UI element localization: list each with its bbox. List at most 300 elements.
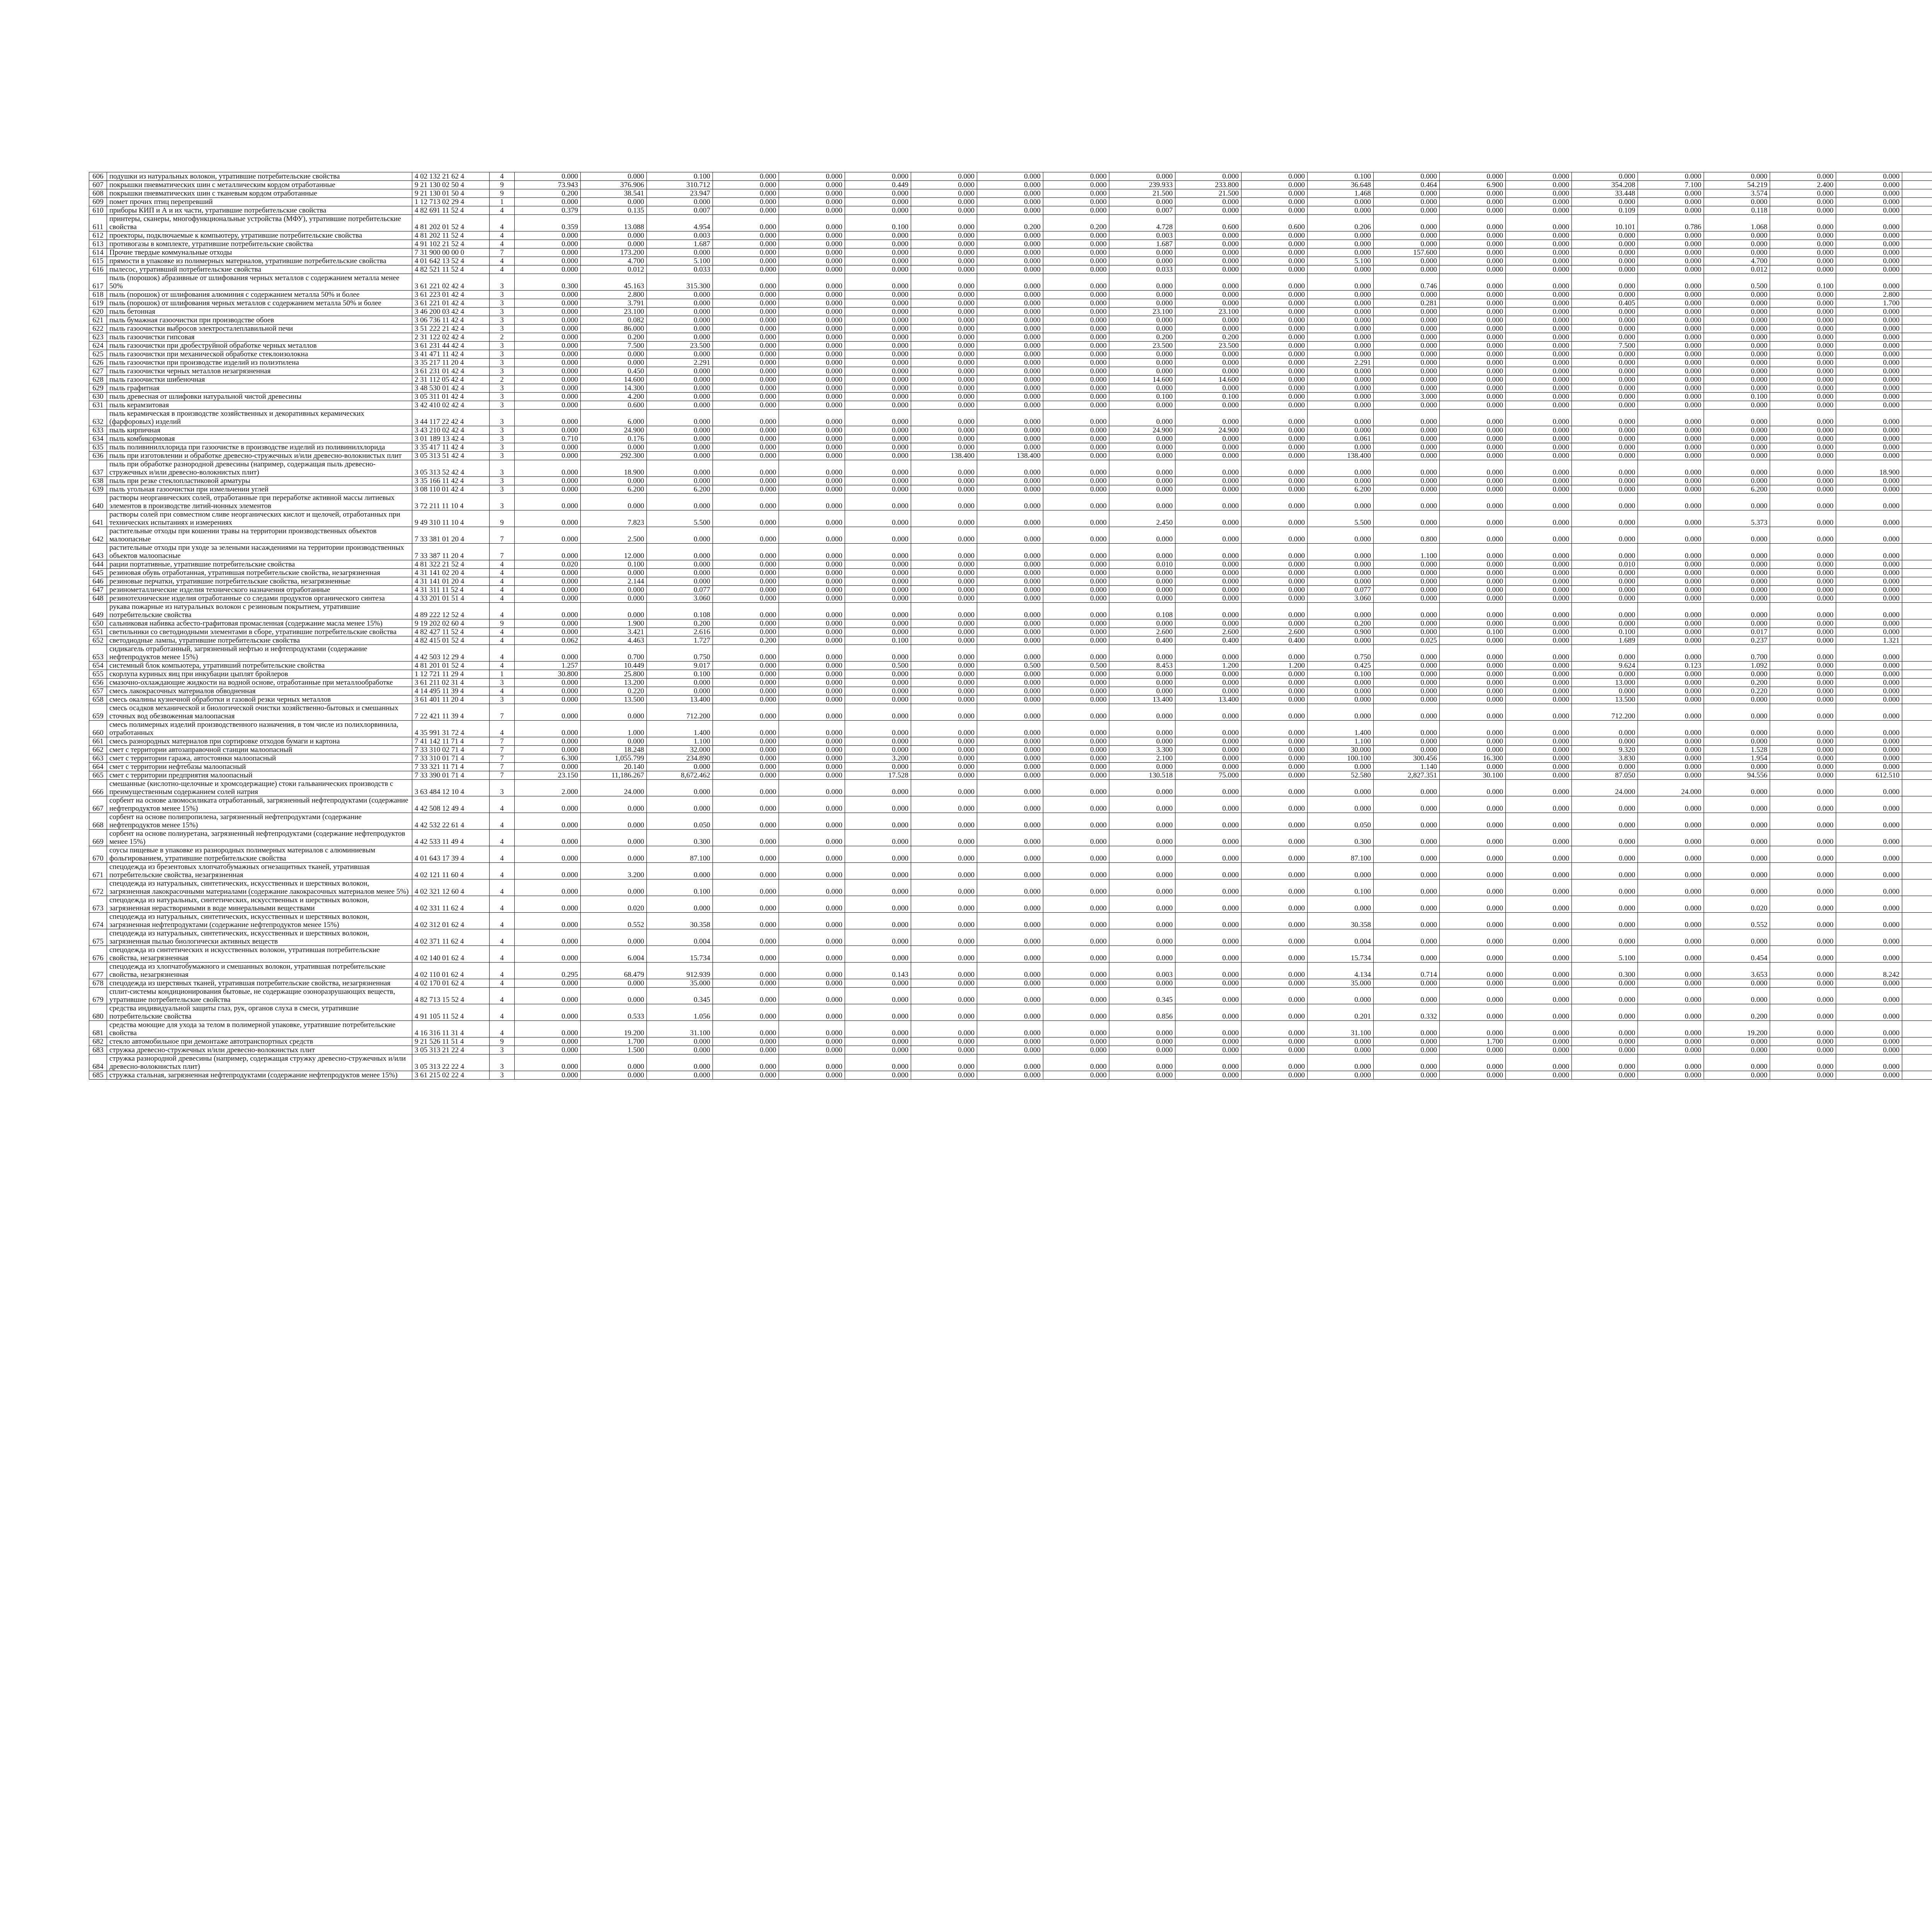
value-cell: 0.000 xyxy=(1572,830,1638,846)
value-cell xyxy=(1902,879,1932,896)
hazard-class: 1 xyxy=(490,198,515,206)
table-row xyxy=(89,636,1932,645)
value-cell: 0.000 xyxy=(713,1046,779,1054)
waste-name: растворы солей при совместном сливе неорганических кислот и щелочей, отработанных при технических испытаниях и измерениях xyxy=(107,510,412,527)
value-cell: 24.900 xyxy=(581,426,647,435)
value-cell: 0.000 xyxy=(1572,813,1638,830)
value-cell: 0.000 xyxy=(1175,401,1242,410)
value-cell: 0.000 xyxy=(1175,359,1242,367)
value-cell: 0.000 xyxy=(1308,560,1374,569)
value-cell: 0.000 xyxy=(1043,586,1109,594)
value-cell: 1.700 xyxy=(1836,299,1902,308)
value-cell: 5.500 xyxy=(647,510,713,527)
value-cell: 0.000 xyxy=(1836,662,1902,670)
value-cell: 0.000 xyxy=(647,796,713,813)
value-cell: 0.000 xyxy=(1770,569,1836,577)
value-cell: 0.000 xyxy=(1704,452,1770,460)
value-cell: 0.000 xyxy=(1506,771,1572,780)
value-cell: 0.100 xyxy=(1440,628,1506,636)
value-cell: 0.000 xyxy=(1440,393,1506,401)
value-cell: 0.000 xyxy=(1242,721,1308,737)
value-cell: 0.000 xyxy=(1572,645,1638,662)
waste-name: помет прочих птиц перепревший xyxy=(107,198,412,206)
row-number: 662 xyxy=(89,746,107,754)
value-cell: 0.000 xyxy=(1175,485,1242,494)
value-cell: 292.300 xyxy=(581,452,647,460)
value-cell: 0.000 xyxy=(1374,737,1440,746)
value-cell: 0.000 xyxy=(1506,846,1572,863)
value-cell: 0.000 xyxy=(1836,946,1902,963)
value-cell: 0.000 xyxy=(1440,979,1506,988)
value-cell: 0.000 xyxy=(1638,896,1704,913)
value-cell: 0.000 xyxy=(977,333,1043,342)
value-cell: 0.000 xyxy=(515,863,581,879)
value-cell: 0.000 xyxy=(911,569,977,577)
value-cell: 0.000 xyxy=(1242,963,1308,979)
value-cell: 0.000 xyxy=(713,248,779,257)
waste-name: пыль (порошок) от шлифования алюминия с содержанием металла 50% и более xyxy=(107,291,412,299)
value-cell: 0.000 xyxy=(1836,376,1902,384)
row-number: 629 xyxy=(89,384,107,393)
row-number: 614 xyxy=(89,248,107,257)
value-cell: 0.000 xyxy=(845,316,911,325)
row-number: 665 xyxy=(89,771,107,780)
table-row xyxy=(89,628,1932,636)
value-cell: 0.000 xyxy=(845,594,911,603)
value-cell: 0.000 xyxy=(1572,527,1638,544)
value-cell: 11,186.267 xyxy=(581,771,647,780)
value-cell: 0.000 xyxy=(1242,435,1308,443)
value-cell: 0.000 xyxy=(779,485,845,494)
value-cell: 6.200 xyxy=(1704,485,1770,494)
value-cell: 0.000 xyxy=(647,426,713,435)
hazard-class: 4 xyxy=(490,913,515,929)
value-cell: 0.000 xyxy=(977,1046,1043,1054)
table-row xyxy=(89,813,1932,830)
value-cell: 0.000 xyxy=(1638,879,1704,896)
value-cell: 0.000 xyxy=(1175,929,1242,946)
value-cell: 0.000 xyxy=(1704,359,1770,367)
value-cell xyxy=(1902,257,1932,265)
table-row xyxy=(89,830,1932,846)
value-cell: 0.000 xyxy=(1109,527,1175,544)
value-cell: 21.500 xyxy=(1109,189,1175,198)
value-cell: 0.000 xyxy=(1043,963,1109,979)
value-cell: 23.100 xyxy=(1175,308,1242,316)
value-cell: 0.000 xyxy=(647,1037,713,1046)
row-number: 637 xyxy=(89,460,107,477)
waste-name: спецодежда из хлопчатобумажного и смешанных волокон, утратившая потребительские свойства, незагрязненная xyxy=(107,963,412,979)
value-cell: 0.000 xyxy=(911,494,977,510)
waste-name: пыль бетонная xyxy=(107,308,412,316)
value-cell: 0.000 xyxy=(1109,979,1175,988)
value-cell: 0.000 xyxy=(1506,586,1572,594)
value-cell: 1.140 xyxy=(1374,763,1440,771)
fkko-code: 3 61 221 02 42 4 xyxy=(412,274,490,291)
value-cell: 0.000 xyxy=(1308,603,1374,619)
value-cell: 0.000 xyxy=(515,1004,581,1021)
hazard-class: 4 xyxy=(490,946,515,963)
value-cell: 0.000 xyxy=(1242,172,1308,181)
value-cell: 0.000 xyxy=(1704,299,1770,308)
hazard-class: 3 xyxy=(490,1046,515,1054)
value-cell: 0.000 xyxy=(647,494,713,510)
value-cell: 0.359 xyxy=(515,215,581,231)
hazard-class: 3 xyxy=(490,359,515,367)
value-cell: 0.000 xyxy=(1440,586,1506,594)
value-cell: 0.000 xyxy=(1506,477,1572,485)
value-cell: 0.000 xyxy=(713,274,779,291)
value-cell: 0.000 xyxy=(911,662,977,670)
value-cell: 0.000 xyxy=(1242,913,1308,929)
waste-name: спецодежда из синтетических и искусственных волокон, утратившая потребительские свойства, незагрязненная xyxy=(107,946,412,963)
value-cell: 0.000 xyxy=(1770,494,1836,510)
waste-name: спецодежда из шерстяных тканей, утратившая потребительские свойства, незагрязненная xyxy=(107,979,412,988)
value-cell: 0.000 xyxy=(515,452,581,460)
value-cell: 0.000 xyxy=(779,679,845,687)
value-cell: 0.000 xyxy=(1770,443,1836,452)
hazard-class: 4 xyxy=(490,846,515,863)
value-cell: 0.000 xyxy=(977,704,1043,721)
value-cell: 0.000 xyxy=(1308,527,1374,544)
value-cell: 0.000 xyxy=(845,172,911,181)
fkko-code: 9 21 130 02 50 4 xyxy=(412,181,490,189)
value-cell: 0.000 xyxy=(713,1021,779,1037)
table-row xyxy=(89,172,1932,181)
value-cell: 0.000 xyxy=(1109,863,1175,879)
value-cell: 0.000 xyxy=(713,863,779,879)
value-cell: 0.000 xyxy=(845,763,911,771)
fkko-code: 4 42 533 11 49 4 xyxy=(412,830,490,846)
value-cell: 0.000 xyxy=(1374,696,1440,704)
value-cell: 0.000 xyxy=(1770,206,1836,215)
waste-name: пыль газоочистки при дробеструйной обработке черных металлов xyxy=(107,342,412,350)
value-cell: 0.000 xyxy=(911,198,977,206)
value-cell: 0.000 xyxy=(845,393,911,401)
value-cell: 0.000 xyxy=(1506,863,1572,879)
value-cell xyxy=(1902,510,1932,527)
value-cell: 0.000 xyxy=(581,813,647,830)
waste-name: спецодежда из натуральных, синтетических, искусственных и шерстяных волокон, загрязненная пылью биологически активных веществ xyxy=(107,929,412,946)
value-cell: 0.000 xyxy=(1572,265,1638,274)
value-cell: 0.000 xyxy=(1043,679,1109,687)
value-cell: 0.000 xyxy=(845,670,911,679)
value-cell: 0.000 xyxy=(515,401,581,410)
value-cell: 1.000 xyxy=(581,721,647,737)
value-cell: 0.000 xyxy=(845,189,911,198)
value-cell: 1.200 xyxy=(1175,662,1242,670)
value-cell: 0.000 xyxy=(1043,721,1109,737)
value-cell: 0.000 xyxy=(1506,452,1572,460)
value-cell: 0.000 xyxy=(1836,206,1902,215)
value-cell: 0.000 xyxy=(1109,443,1175,452)
value-cell: 0.000 xyxy=(1638,670,1704,679)
value-cell: 31.100 xyxy=(647,1021,713,1037)
value-cell: 0.000 xyxy=(713,1004,779,1021)
value-cell: 0.000 xyxy=(1770,879,1836,896)
value-cell: 0.000 xyxy=(1440,863,1506,879)
fkko-code: 3 72 211 11 10 4 xyxy=(412,494,490,510)
value-cell: 0.000 xyxy=(1175,813,1242,830)
value-cell: 0.000 xyxy=(1242,603,1308,619)
value-cell: 0.000 xyxy=(845,265,911,274)
value-cell: 0.000 xyxy=(1572,198,1638,206)
value-cell: 0.000 xyxy=(1836,813,1902,830)
value-cell: 13.200 xyxy=(581,679,647,687)
value-cell: 0.000 xyxy=(1175,257,1242,265)
value-cell: 30.000 xyxy=(1308,746,1374,754)
waste-name: смесь разнородных материалов при сортировке отходов бумаги и картона xyxy=(107,737,412,746)
value-cell: 612.510 xyxy=(1836,771,1902,780)
value-cell: 0.000 xyxy=(1440,325,1506,333)
fkko-code: 3 35 217 11 20 4 xyxy=(412,359,490,367)
value-cell: 0.000 xyxy=(713,771,779,780)
value-cell: 0.000 xyxy=(845,830,911,846)
value-cell: 0.000 xyxy=(1440,274,1506,291)
value-cell: 0.000 xyxy=(1836,577,1902,586)
value-cell: 0.000 xyxy=(1704,586,1770,594)
value-cell: 0.000 xyxy=(1440,679,1506,687)
value-cell: 0.000 xyxy=(1242,586,1308,594)
value-cell: 0.000 xyxy=(1109,813,1175,830)
fkko-code: 2 31 122 02 42 4 xyxy=(412,333,490,342)
value-cell: 0.000 xyxy=(977,696,1043,704)
value-cell: 0.000 xyxy=(1506,376,1572,384)
value-cell: 0.000 xyxy=(977,670,1043,679)
value-cell: 0.000 xyxy=(1770,452,1836,460)
value-cell: 0.000 xyxy=(581,603,647,619)
value-cell: 0.000 xyxy=(1242,577,1308,586)
value-cell: 0.000 xyxy=(1836,679,1902,687)
value-cell: 0.000 xyxy=(581,796,647,813)
value-cell: 0.000 xyxy=(1043,1046,1109,1054)
value-cell: 0.000 xyxy=(1440,1021,1506,1037)
waste-name: приборы КИП и А и их части, утратившие потребительские свойства xyxy=(107,206,412,215)
value-cell: 14.600 xyxy=(1175,376,1242,384)
value-cell: 0.000 xyxy=(1440,257,1506,265)
value-cell: 0.000 xyxy=(1440,619,1506,628)
value-cell: 0.012 xyxy=(1704,265,1770,274)
value-cell xyxy=(1902,1071,1932,1080)
value-cell: 0.100 xyxy=(1308,670,1374,679)
waste-name: прямости в упаковке из полимерных материалов, утратившие потребительские свойства xyxy=(107,257,412,265)
value-cell: 0.000 xyxy=(1109,929,1175,946)
row-number: 633 xyxy=(89,426,107,435)
value-cell: 0.000 xyxy=(1242,257,1308,265)
value-cell: 0.000 xyxy=(845,342,911,350)
table-row xyxy=(89,896,1932,913)
value-cell: 0.449 xyxy=(845,181,911,189)
value-cell: 0.000 xyxy=(1374,384,1440,393)
value-cell: 0.000 xyxy=(1770,527,1836,544)
hazard-class: 7 xyxy=(490,527,515,544)
value-cell: 0.000 xyxy=(1572,619,1638,628)
value-cell: 0.000 xyxy=(977,435,1043,443)
value-cell: 0.000 xyxy=(1836,619,1902,628)
value-cell: 0.000 xyxy=(1506,1046,1572,1054)
value-cell: 0.000 xyxy=(1043,485,1109,494)
value-cell: 0.000 xyxy=(1440,846,1506,863)
value-cell: 0.000 xyxy=(713,1037,779,1046)
fkko-code: 4 31 141 01 20 4 xyxy=(412,577,490,586)
value-cell: 0.000 xyxy=(911,308,977,316)
fkko-code: 4 82 521 11 52 4 xyxy=(412,265,490,274)
value-cell: 0.000 xyxy=(1374,796,1440,813)
value-cell: 0.000 xyxy=(779,1071,845,1080)
value-cell: 7.500 xyxy=(581,342,647,350)
value-cell: 0.000 xyxy=(1440,527,1506,544)
value-cell: 0.000 xyxy=(1836,670,1902,679)
value-cell: 6.300 xyxy=(515,754,581,763)
value-cell: 0.000 xyxy=(1572,1046,1638,1054)
value-cell: 0.000 xyxy=(1638,988,1704,1004)
value-cell: 1.954 xyxy=(1704,754,1770,763)
value-cell: 0.000 xyxy=(1770,257,1836,265)
waste-name: светодиодные лампы, утратившие потребительские свойства xyxy=(107,636,412,645)
waste-name: смесь лакокрасочных материалов обводненная xyxy=(107,687,412,696)
value-cell: 0.000 xyxy=(581,704,647,721)
value-cell: 0.000 xyxy=(977,325,1043,333)
table-row xyxy=(89,359,1932,367)
value-cell: 0.000 xyxy=(1175,1054,1242,1071)
value-cell: 0.000 xyxy=(1836,325,1902,333)
value-cell: 0.143 xyxy=(845,963,911,979)
value-cell: 0.000 xyxy=(713,333,779,342)
value-cell: 0.000 xyxy=(1836,443,1902,452)
value-cell: 0.000 xyxy=(911,206,977,215)
value-cell: 0.000 xyxy=(1374,231,1440,240)
value-cell: 0.000 xyxy=(647,443,713,452)
value-cell: 0.000 xyxy=(977,771,1043,780)
value-cell: 0.200 xyxy=(1109,333,1175,342)
value-cell: 0.000 xyxy=(1770,265,1836,274)
value-cell: 24.900 xyxy=(1109,426,1175,435)
value-cell: 0.000 xyxy=(977,1021,1043,1037)
value-cell: 0.000 xyxy=(911,1054,977,1071)
value-cell: 35.000 xyxy=(647,979,713,988)
row-number: 664 xyxy=(89,763,107,771)
value-cell: 0.000 xyxy=(1308,460,1374,477)
value-cell: 0.000 xyxy=(911,240,977,248)
row-number: 659 xyxy=(89,704,107,721)
value-cell: 0.000 xyxy=(1638,198,1704,206)
value-cell: 0.000 xyxy=(515,257,581,265)
value-cell: 0.000 xyxy=(1836,721,1902,737)
value-cell: 0.000 xyxy=(581,830,647,846)
value-cell: 0.000 xyxy=(1440,687,1506,696)
hazard-class: 3 xyxy=(490,393,515,401)
value-cell: 9.320 xyxy=(1572,746,1638,754)
value-cell: 13.400 xyxy=(647,696,713,704)
value-cell: 23.500 xyxy=(1175,342,1242,350)
value-cell: 0.000 xyxy=(1175,325,1242,333)
value-cell: 0.000 xyxy=(1109,452,1175,460)
value-cell: 0.000 xyxy=(1175,796,1242,813)
value-cell: 0.000 xyxy=(515,510,581,527)
value-cell: 0.000 xyxy=(779,687,845,696)
value-cell: 0.000 xyxy=(1638,350,1704,359)
value-cell: 0.077 xyxy=(647,586,713,594)
table-row xyxy=(89,929,1932,946)
value-cell: 0.000 xyxy=(713,645,779,662)
value-cell xyxy=(1902,367,1932,376)
hazard-class: 4 xyxy=(490,979,515,988)
row-number: 675 xyxy=(89,929,107,946)
value-cell: 0.000 xyxy=(911,577,977,586)
value-cell: 0.003 xyxy=(647,231,713,240)
fkko-code: 9 21 526 11 51 4 xyxy=(412,1037,490,1046)
value-cell: 0.000 xyxy=(1506,494,1572,510)
value-cell: 0.000 xyxy=(1308,316,1374,325)
value-cell: 0.000 xyxy=(977,1037,1043,1046)
value-cell: 0.100 xyxy=(1175,393,1242,401)
value-cell: 0.000 xyxy=(713,603,779,619)
value-cell: 31.100 xyxy=(1308,1021,1374,1037)
value-cell: 0.000 xyxy=(1043,248,1109,257)
table-row xyxy=(89,384,1932,393)
value-cell: 0.000 xyxy=(1572,913,1638,929)
value-cell: 0.000 xyxy=(1242,291,1308,299)
value-cell: 0.000 xyxy=(1638,746,1704,754)
value-cell: 0.000 xyxy=(1770,963,1836,979)
value-cell: 0.000 xyxy=(1572,796,1638,813)
value-cell: 0.000 xyxy=(1109,1037,1175,1046)
value-cell: 0.000 xyxy=(779,452,845,460)
value-cell: 0.000 xyxy=(1770,325,1836,333)
value-cell xyxy=(1902,172,1932,181)
value-cell: 0.000 xyxy=(515,1037,581,1046)
value-cell: 0.000 xyxy=(1704,172,1770,181)
value-cell: 0.000 xyxy=(911,963,977,979)
value-cell: 0.000 xyxy=(779,443,845,452)
row-number: 612 xyxy=(89,231,107,240)
value-cell: 0.000 xyxy=(845,544,911,560)
value-cell: 0.000 xyxy=(1440,796,1506,813)
hazard-class: 9 xyxy=(490,619,515,628)
table-row xyxy=(89,350,1932,359)
hazard-class: 4 xyxy=(490,830,515,846)
value-cell: 0.000 xyxy=(1308,896,1374,913)
table-row xyxy=(89,1046,1932,1054)
value-cell: 138.400 xyxy=(1308,452,1374,460)
value-cell: 0.000 xyxy=(977,248,1043,257)
table-row xyxy=(89,721,1932,737)
hazard-class: 4 xyxy=(490,636,515,645)
value-cell: 0.000 xyxy=(515,687,581,696)
value-cell xyxy=(1902,384,1932,393)
value-cell: 0.000 xyxy=(1440,240,1506,248)
value-cell: 0.000 xyxy=(1175,384,1242,393)
row-number: 683 xyxy=(89,1046,107,1054)
value-cell: 0.000 xyxy=(977,359,1043,367)
value-cell: 0.000 xyxy=(1770,410,1836,426)
value-cell: 0.000 xyxy=(1374,325,1440,333)
value-cell: 2.450 xyxy=(1109,510,1175,527)
value-cell: 0.000 xyxy=(1374,257,1440,265)
value-cell: 0.003 xyxy=(1109,963,1175,979)
value-cell: 0.000 xyxy=(1770,316,1836,325)
value-cell: 0.750 xyxy=(1308,645,1374,662)
value-cell: 0.000 xyxy=(647,376,713,384)
value-cell: 0.220 xyxy=(581,687,647,696)
value-cell: 0.000 xyxy=(1043,946,1109,963)
value-cell: 0.600 xyxy=(1242,215,1308,231)
value-cell: 0.000 xyxy=(911,721,977,737)
value-cell: 0.000 xyxy=(713,460,779,477)
value-cell: 0.000 xyxy=(1109,257,1175,265)
value-cell: 0.000 xyxy=(713,215,779,231)
value-cell: 0.000 xyxy=(1506,929,1572,946)
